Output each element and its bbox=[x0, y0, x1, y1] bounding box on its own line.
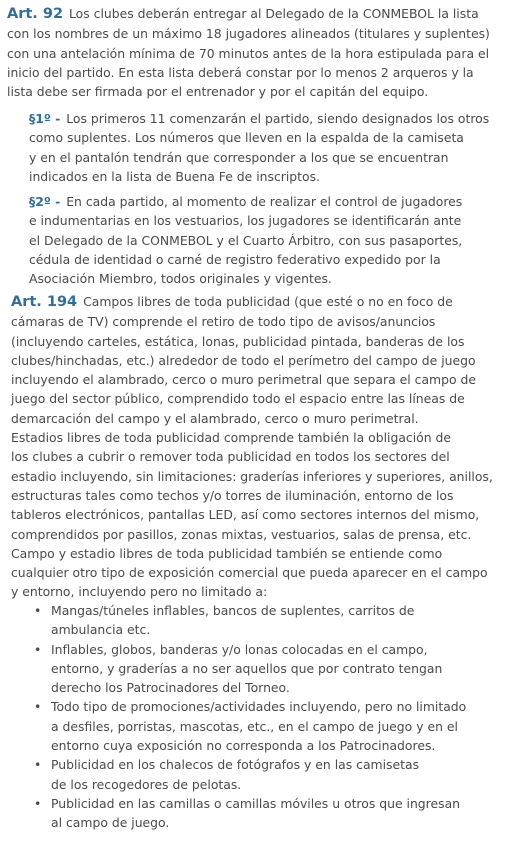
art-92-line: con una antelación mínima de 70 minutos antes de la hora estipulada para el bbox=[7, 45, 490, 61]
bullet-line: entorno cuya exposición no corresponda a los Patrocinadores. bbox=[51, 738, 436, 754]
bullet-line: • Mangas/túneles inflables, bancos de suplentes, carritos de bbox=[51, 603, 415, 618]
section-2-label: §2º - bbox=[29, 194, 61, 209]
art-92-label: Art. 92 bbox=[7, 6, 64, 22]
section-1-line-0 bbox=[29, 109, 489, 128]
bullet-line: • Publicidad en los chalecos de fotógrafos y en las camisetas bbox=[51, 757, 420, 773]
bullet-line: a desfiles, porristas, mascotas, etc., en el campo de juego y en el bbox=[51, 718, 458, 734]
section-2-line-0 bbox=[29, 192, 462, 211]
art-194-paragraph bbox=[11, 292, 493, 602]
bullet-item bbox=[34, 794, 466, 833]
bullet-item bbox=[34, 755, 466, 794]
art-194-line: Campo y estadio libres de toda publicidad también se entiende como bbox=[11, 545, 443, 561]
bullet-item bbox=[34, 601, 466, 640]
bullet-line: • Publicidad en las camillas o camillas móviles u otros que ingresan bbox=[51, 795, 461, 811]
section-2-paragraph bbox=[29, 192, 462, 288]
art-194-line: cualquier otro tipo de exposición comercial que pueda aparecer en el campo bbox=[11, 565, 488, 581]
art-92-line: con los nombres de un máximo 18 jugadores alineados (titulares y suplentes) bbox=[7, 26, 490, 42]
bullet-line: derecho los Patrocinadores del Torneo. bbox=[51, 680, 290, 696]
art-194-line: cámaras de TV) comprende el retiro de todo tipo de avisos/anuncios bbox=[11, 314, 436, 330]
section-2-line: cédula de identidad o carné de registro federativo expedido por la bbox=[29, 251, 441, 267]
section-1-line: indicados en la lista de Buena Fe de inscriptos. bbox=[29, 168, 320, 184]
art-194-line-0 bbox=[11, 292, 493, 312]
art-194-line: tableros electrónicos, pantallas LED, así como sectores internos del mismo, bbox=[11, 507, 480, 523]
art-194-line: los clubes a cubrir o remover toda publicidad en todos los sectores del bbox=[11, 449, 450, 465]
art-194-text: Campos libres de toda publicidad (que esté o no en foco de bbox=[83, 294, 453, 309]
bullet-line: • Todo tipo de promociones/actividades incluyendo, pero no limitado bbox=[51, 699, 467, 715]
section-1-line: y en el pantalón tendrán que corresponder a los que se encuentran bbox=[29, 149, 449, 165]
art-194-line: estructuras tales como techos y/o torres de iluminación, entorno de los bbox=[11, 487, 454, 503]
art-194-line: juego del sector público, comprendido todo el espacio entre las líneas de bbox=[11, 391, 465, 407]
art-92-text: Los clubes deberán entregar al Delegado de la CONMEBOL la lista bbox=[69, 6, 479, 21]
section-1-paragraph bbox=[29, 109, 489, 186]
bullet-item bbox=[34, 697, 466, 755]
section-1-text: Los primeros 11 comenzarán el partido, siendo designados los otros bbox=[66, 111, 490, 126]
art-194-line: (incluyendo carteles, estática, lonas, publicidad pintada, banderas de los bbox=[11, 333, 465, 349]
art-92-paragraph bbox=[7, 4, 490, 101]
bullet-line: al campo de juego. bbox=[51, 815, 170, 831]
art-194-line: clubes/hinchadas, etc.) alrededor de todo el perímetro del campo de juego bbox=[11, 352, 476, 368]
bullet-line: • Inflables, globos, banderas y/o lonas colocadas en el campo, bbox=[51, 641, 428, 657]
section-2-text: En cada partido, al momento de realizar el control de jugadores bbox=[66, 194, 463, 209]
art-194-line: Estadios libres de toda publicidad comprende también la obligación de bbox=[11, 430, 452, 446]
bullet-line: de los recogedores de pelotas. bbox=[51, 776, 242, 792]
art-194-line: incluyendo el alambrado, cerco o muro perimetral que separa el campo de bbox=[11, 372, 476, 388]
bullet-item bbox=[34, 640, 466, 698]
art-92-line-0 bbox=[7, 4, 490, 24]
art-92-line: inicio del partido. En esta lista deberá constar por lo menos 2 arqueros y la bbox=[7, 64, 474, 80]
art-194-line: comprendidos por pasillos, zonas mixtas, vestuarios, salas de prensa, etc. bbox=[11, 526, 472, 542]
art-194-line: estadio incluyendo, sin limitaciones: graderías inferiores y superiores, anillos, bbox=[11, 468, 493, 484]
section-2-line: e indumentarias en los vestuarios, los jugadores se identificarán ante bbox=[29, 213, 462, 229]
bullet-line: ambulancia etc. bbox=[51, 622, 151, 638]
art-92-line: lista debe ser firmada por el entrenador y por el capitán del equipo. bbox=[7, 84, 429, 100]
section-2-line: Asociación Miembro, todos originales y vigentes. bbox=[29, 271, 332, 287]
art-194-line: demarcación del campo y el alambrado, cerco o muro perimetral. bbox=[11, 410, 419, 426]
art-194-label: Art. 194 bbox=[11, 294, 78, 310]
publicity-bullet-list bbox=[34, 601, 466, 833]
bullet-line: entorno, y graderías a no ser aquellos que por contrato tengan bbox=[51, 660, 443, 676]
section-2-line: el Delegado de la CONMEBOL y el Cuarto Árbitro, con sus pasaportes, bbox=[29, 232, 463, 248]
section-1-label: §1º - bbox=[29, 111, 61, 126]
art-194-line: y entorno, incluyendo pero no limitado a: bbox=[11, 584, 268, 600]
section-1-line: como suplentes. Los números que lleven en la espalda de la camiseta bbox=[29, 130, 464, 146]
